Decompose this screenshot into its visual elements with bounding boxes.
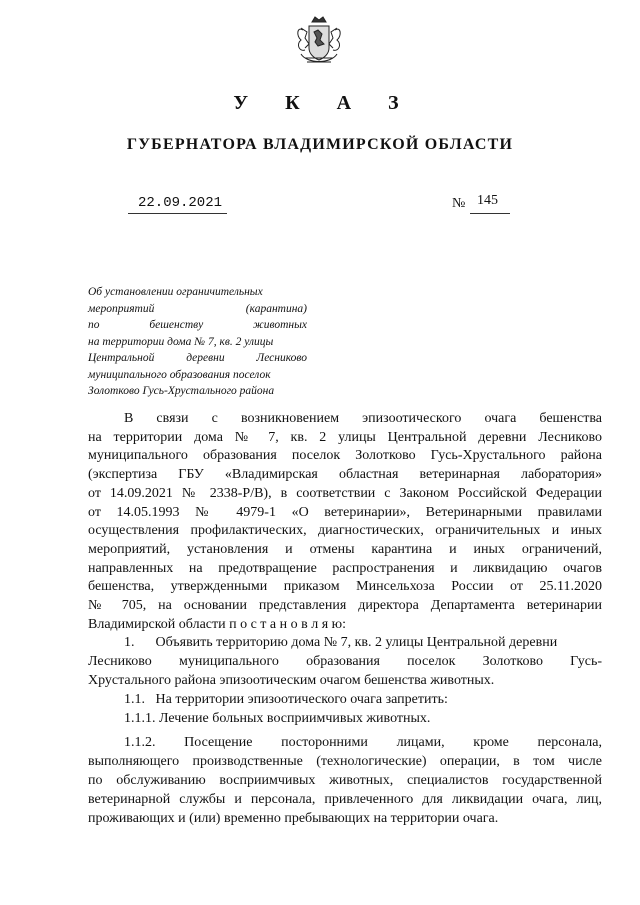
- preamble-line: Владимирской области п о с т а н о в л я ю:: [88, 616, 347, 632]
- document-title: У К А З: [233, 92, 415, 114]
- document-number: 145: [477, 193, 498, 208]
- item-1-line: Лесниково муниципального образования поселок Золотково Гусь-: [88, 654, 602, 669]
- subject-line: мероприятий (карантина): [88, 302, 307, 315]
- item-1-1-2-line: проживающих и (или) временно пребывающих на территории очага.: [88, 811, 499, 826]
- date-underline: [128, 213, 227, 214]
- item-1-1-1: 1.1.1. Лечение больных восприимчивых животных.: [124, 711, 431, 726]
- item-1-1-2-line: ветеринарной службы и персонала, привлеченного для ликвидации очага, лиц,: [88, 792, 602, 807]
- item-1-1-2-line: по обслуживанию восприимчивых животных, специалистов государственной: [88, 773, 602, 788]
- document-date: 22.09.2021: [138, 195, 223, 211]
- item-1-1-2-line: 1.1.2. Посещение посторонними лицами, кроме персонала,: [124, 735, 602, 750]
- subject-line: муниципального образования поселок: [88, 368, 271, 381]
- preamble-line: направленных на предотвращение распространения и ликвидацию очагов: [88, 560, 602, 576]
- item-1-line: 1. Объявить территорию дома № 7, кв. 2 улицы Центральной деревни: [124, 635, 558, 650]
- item-1-line: Хрустального района эпизоотическим очагом бешенства животных.: [88, 673, 495, 688]
- subject-line: Золотково Гусь-Хрустального района: [88, 385, 275, 397]
- number-underline: [470, 213, 510, 214]
- preamble-paragraph: [88, 410, 602, 634]
- item-1-1: 1.1. На территории эпизоотического очага запретить:: [124, 692, 448, 707]
- document-subtitle: ГУБЕРНАТОРА ВЛАДИМИРСКОЙ ОБЛАСТИ: [126, 136, 514, 153]
- preamble-line: муниципального образования поселок Золотково Гусь-Хрустального района: [88, 448, 602, 464]
- preamble-line: от 14.05.1993 № 4979-1 «О ветеринарии», Ветеринарными правилами: [88, 504, 602, 520]
- subject-line: Центральной деревни Лесниково: [88, 352, 307, 364]
- preamble-line: мероприятий, установления и отмены карантина и иных ограничений,: [88, 541, 602, 557]
- preamble-line: (экспертиза ГБУ «Владимирская областная ветеринарная лаборатория»: [88, 467, 602, 483]
- subject-line: Об установлении ограничительных: [88, 286, 263, 298]
- coat-of-arms-emblem: [293, 14, 345, 68]
- preamble-line: от 14.09.2021 № 2338-Р/В), в соответствии с Законом Российской Федерации: [88, 485, 602, 501]
- subject-line: на территории дома № 7, кв. 2 улицы: [88, 335, 274, 348]
- preamble-line: В связи с возникновением эпизоотического очага бешенства: [124, 411, 602, 426]
- item-1-1-2-line: выполняющего производственные (технологические) операции, в том числе: [88, 754, 602, 769]
- preamble-line: бешенства, утвержденными приказом Минсельхоза России от 25.11.2020: [88, 579, 602, 595]
- number-sign: №: [452, 196, 466, 211]
- preamble-line: осуществления профилактических, диагностических, ограничительных и иных: [88, 523, 602, 539]
- preamble-line: на территории дома № 7, кв. 2 улицы Центральной деревни Лесниково: [88, 429, 602, 445]
- preamble-line: № 705, на основании представления директора Департамента ветеринарии: [88, 598, 602, 614]
- subject-line: по бешенству животных: [88, 319, 307, 331]
- document-subject: [88, 284, 307, 400]
